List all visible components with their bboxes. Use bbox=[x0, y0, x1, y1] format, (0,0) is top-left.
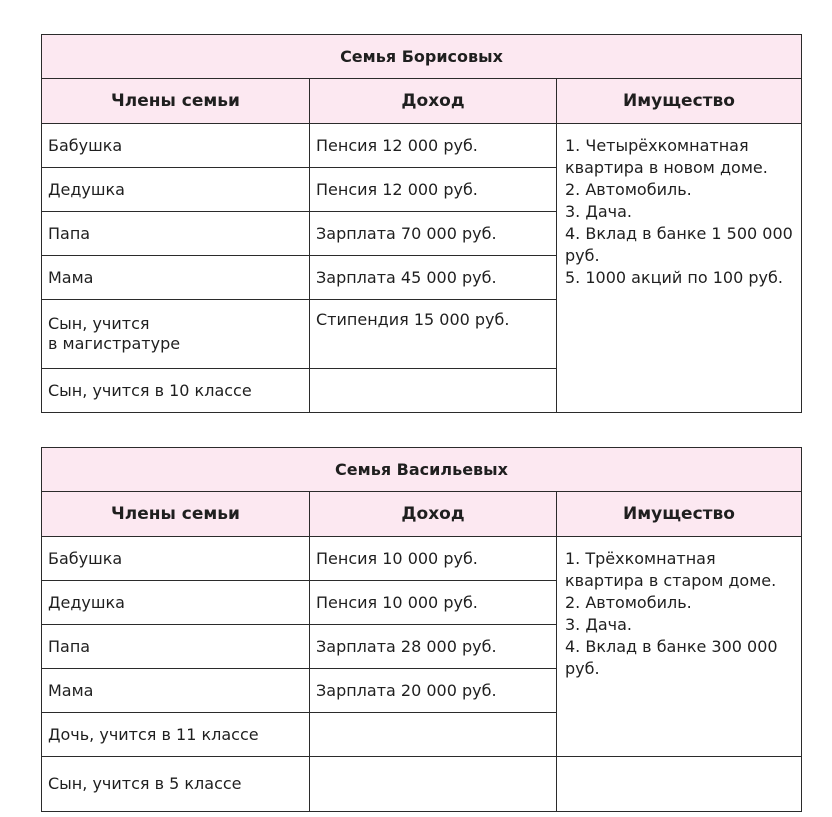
member-line: Сын, учится bbox=[48, 314, 150, 333]
member-cell: Дедушка bbox=[42, 168, 310, 212]
property-cell bbox=[557, 757, 802, 812]
income-cell bbox=[310, 713, 557, 757]
member-line: в магистратуре bbox=[48, 334, 181, 353]
member-cell: Папа bbox=[42, 625, 310, 669]
member-cell bbox=[42, 300, 310, 369]
income-cell: Пенсия 12 000 руб. bbox=[310, 124, 557, 168]
borisov-family-table bbox=[41, 34, 802, 413]
member-cell: Дедушка bbox=[42, 581, 310, 625]
member-cell: Сын, учится в 10 классе bbox=[42, 369, 310, 413]
property-cell: 1. Трёхкомнатная квартира в старом доме. 2. Автомобиль. 3. Дача. 4. Вклад в банке 300 000 руб. bbox=[557, 537, 802, 757]
member-cell: Бабушка bbox=[42, 124, 310, 168]
table-row bbox=[42, 537, 802, 581]
member-cell: Мама bbox=[42, 256, 310, 300]
table-caption: Семья Васильевых bbox=[42, 448, 802, 492]
income-cell bbox=[310, 757, 557, 812]
income-cell: Зарплата 70 000 руб. bbox=[310, 212, 557, 256]
property-cell: 1. Четырёхкомнатная квартира в новом доме. 2. Автомобиль. 3. Дача. 4. Вклад в банке 1 500 000 руб. 5. 1000 акций по 100 руб. bbox=[557, 124, 802, 413]
member-cell: Мама bbox=[42, 669, 310, 713]
income-cell: Пенсия 10 000 руб. bbox=[310, 537, 557, 581]
property-column-header: Имущество bbox=[557, 492, 802, 537]
table-caption: Семья Борисовых bbox=[42, 35, 802, 79]
member-cell: Сын, учится в 5 классе bbox=[42, 757, 310, 812]
income-column-header: Доход bbox=[310, 492, 557, 537]
income-cell: Стипендия 15 000 руб. bbox=[310, 300, 557, 369]
income-cell: Зарплата 45 000 руб. bbox=[310, 256, 557, 300]
income-cell: Пенсия 12 000 руб. bbox=[310, 168, 557, 212]
members-column-header: Члены семьи bbox=[42, 492, 310, 537]
vasilyev-family-table bbox=[41, 447, 802, 812]
income-cell: Зарплата 28 000 руб. bbox=[310, 625, 557, 669]
income-cell: Зарплата 20 000 руб. bbox=[310, 669, 557, 713]
income-cell bbox=[310, 369, 557, 413]
income-cell: Пенсия 10 000 руб. bbox=[310, 581, 557, 625]
table-row bbox=[42, 757, 802, 812]
member-cell: Дочь, учится в 11 классе bbox=[42, 713, 310, 757]
member-cell: Папа bbox=[42, 212, 310, 256]
members-column-header: Члены семьи bbox=[42, 79, 310, 124]
member-cell: Бабушка bbox=[42, 537, 310, 581]
property-column-header: Имущество bbox=[557, 79, 802, 124]
income-column-header: Доход bbox=[310, 79, 557, 124]
table-row bbox=[42, 124, 802, 168]
